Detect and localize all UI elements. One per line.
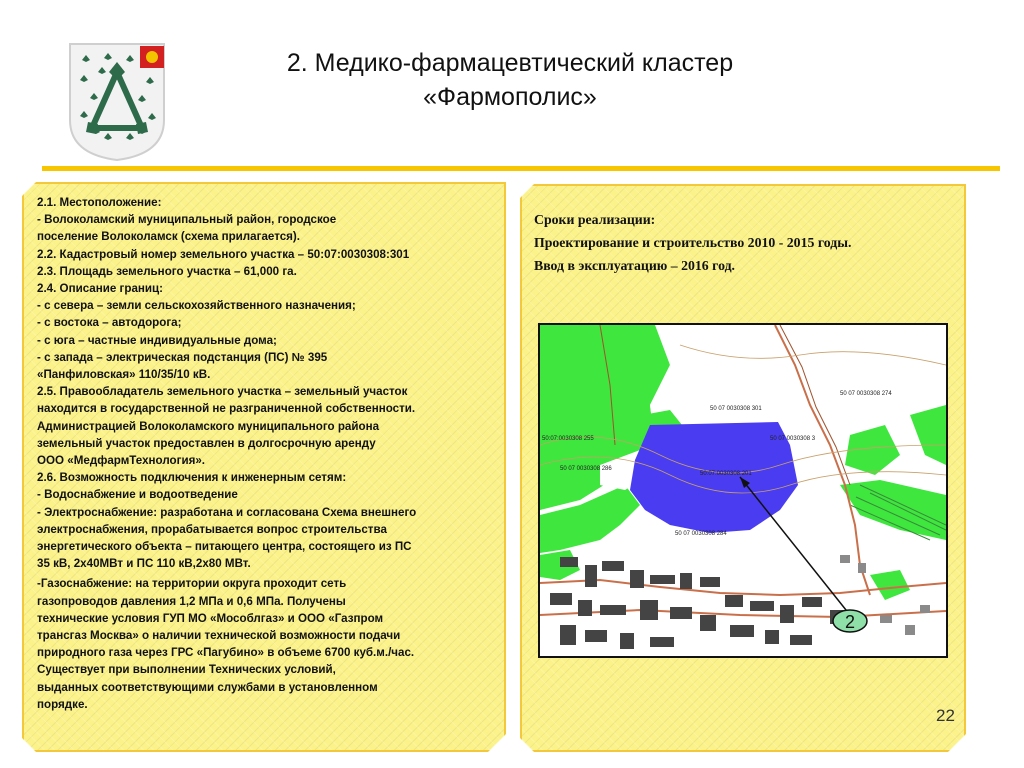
info-line: - Волоколамский муниципальный район, городское	[37, 213, 337, 227]
info-line: находится в государственной не разграниченной собственности.	[37, 402, 416, 416]
title-divider	[42, 166, 1000, 171]
info-line: 2.2. Кадастровый номер земельного участка – 50:07:0030308:301	[37, 247, 410, 261]
map-label: 50 07 0030308 3	[770, 436, 816, 442]
title-line-2: «Фармополис»	[423, 83, 597, 111]
info-line: ООО «МедфармТехнология».	[37, 454, 206, 468]
info-line: выданных соответствующими службами в установленном	[37, 680, 378, 694]
page-number: 22	[936, 706, 955, 725]
location-info-text	[37, 194, 505, 713]
info-line: 2.3. Площадь земельного участка – 61,000 га.	[37, 264, 297, 278]
info-line: газопроводов давления 1,2 МПа и 0,6 МПа. Получены	[37, 594, 346, 608]
map-label: 50 07 0030308 284	[675, 531, 727, 537]
info-line: 2.4. Описание границ:	[37, 282, 164, 296]
title-line-1: 2. Медико-фармацевтический кластер	[286, 49, 734, 77]
map-label: 50 07 0030308 286	[560, 466, 612, 472]
info-line: - Водоснабжение и водоотведение	[37, 488, 238, 502]
info-line: Существует при выполнении Технических условий,	[37, 663, 336, 677]
info-line: -Газоснабжение: на территории округа проходит сеть	[37, 577, 347, 591]
info-line: 2.5. Правообладатель земельного участка – земельный участок	[37, 385, 408, 399]
map-label: 50:07:0030308:201	[700, 471, 752, 477]
info-line: - с запада – электрическая подстанция (ПС) № 395	[37, 350, 328, 364]
map-label: 50:07:0030308 255	[542, 436, 594, 442]
info-line: 35 кВ, 2х40МВт и ПС 110 кВ,2х80 МВт.	[37, 557, 251, 571]
timeline-panel	[520, 184, 966, 752]
info-line: - с юга – частные индивидуальные дома;	[37, 333, 277, 347]
timeline-line: Проектирование и строительство 2010 - 2015 годы.	[534, 235, 852, 250]
page-title	[170, 46, 850, 114]
info-line: природного газа через ГРС «Пагубино» в объеме 6700 куб.м./час.	[37, 646, 415, 660]
info-line: электроснабжения, прорабатывается вопрос строительства	[37, 522, 387, 536]
info-line: энергетического объекта – питающего центра, состоящего из ПС	[37, 540, 412, 554]
site-map-image	[538, 323, 948, 658]
timeline-text	[534, 208, 954, 277]
map-label: 50 07 0030308 301	[710, 406, 762, 412]
info-line: трансгаз Москва» о наличии технической возможности подачи	[37, 629, 401, 643]
timeline-line: Ввод в эксплуатацию – 2016 год.	[534, 258, 736, 273]
info-line: 2.6. Возможность подключения к инженерным сетям:	[37, 471, 347, 485]
site-marker	[833, 610, 867, 632]
timeline-heading: Сроки реализации:	[534, 212, 656, 227]
info-line: земельный участок предоставлен в долгосрочную аренду	[37, 436, 376, 450]
coat-of-arms-image	[68, 42, 166, 162]
map-label: 50 07 0030308 274	[840, 391, 892, 397]
info-line: 2.1. Местоположение:	[37, 196, 162, 209]
info-line: - Электроснабжение: разработана и согласована Схема внешнего	[37, 505, 417, 519]
info-line: технические условия ГУП МО «Мособлгаз» и ООО «Газпром	[37, 611, 384, 625]
info-line: порядке.	[37, 697, 88, 711]
info-line: «Панфиловская» 110/35/10 кВ.	[37, 368, 211, 382]
info-line: Администрацией Волоколамского муниципального района	[37, 419, 380, 433]
site-marker-label: 2	[844, 612, 856, 632]
info-line: - с востока – автодорога;	[37, 316, 182, 330]
info-line: поселение Волоколамск (схема прилагается).	[37, 230, 301, 244]
location-info-panel	[22, 182, 506, 752]
info-line: - с севера – земли сельскохозяйственного назначения;	[37, 299, 356, 313]
